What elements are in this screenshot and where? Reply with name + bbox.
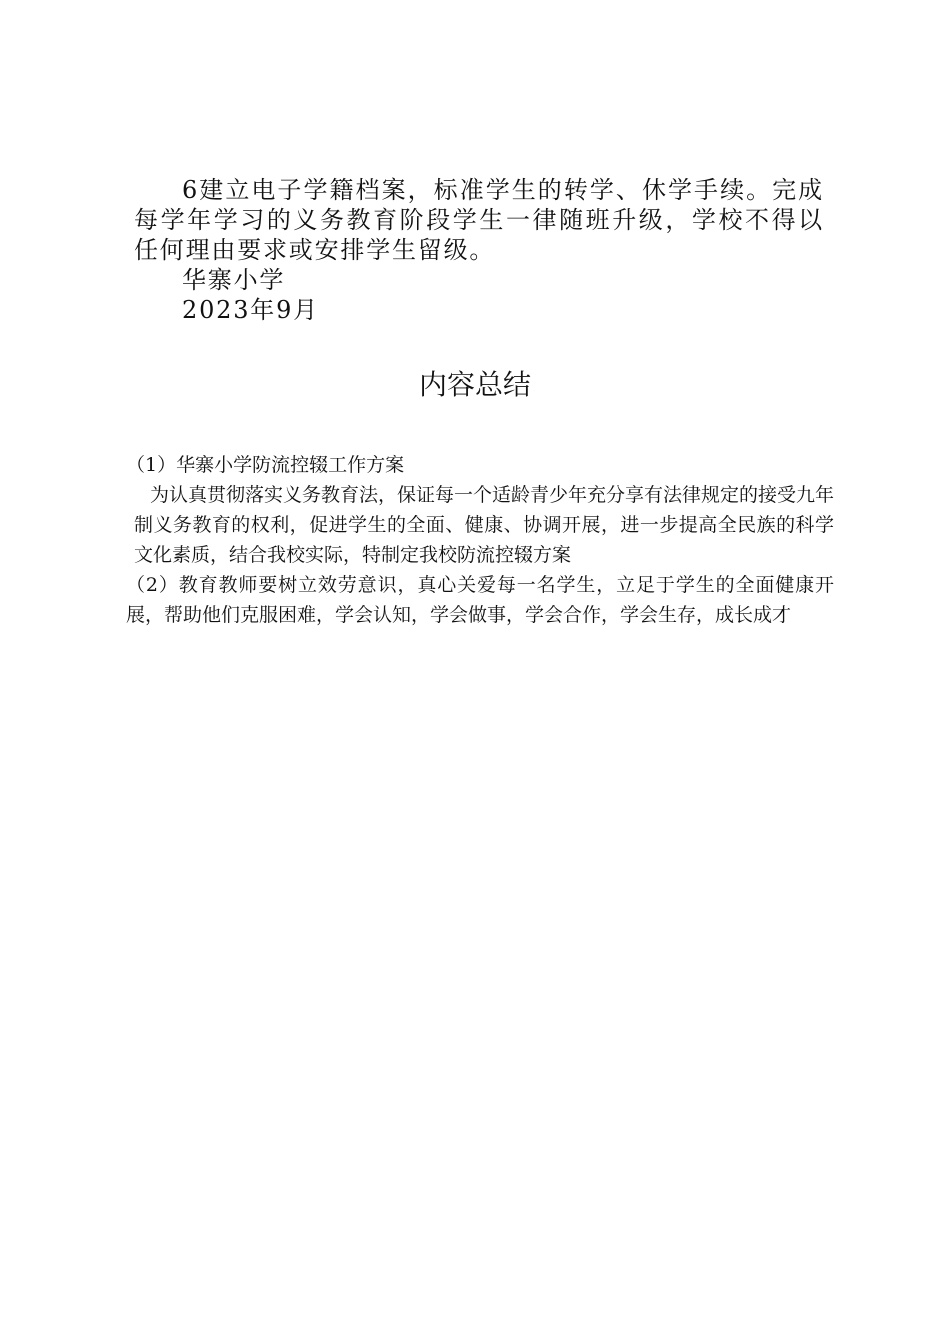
paragraph-six: 6建立电子学籍档案，标准学生的转学、休学手续。完成每学年学习的义务教育阶段学生一律随班升级，学校不得以任何理由要求或安排学生留级。	[134, 176, 824, 264]
signature-school: 华寨小学	[182, 266, 286, 294]
summary-item2: （2）教育教师要树立效劳意识，真心关爱每一名学生，立足于学生的全面健康开展，帮助他们克服困难，学会认知，学会做事，学会合作，学会生存，成长成才	[126, 574, 834, 626]
summary-title: 内容总结	[418, 368, 531, 401]
document-body	[134, 175, 824, 325]
summary-item1-body: 为认真贯彻落实义务教育法，保证每一个适龄青少年充分享有法律规定的接受九年制义务教育的权利，促进学生的全面、健康、协调开展，进一步提高全民族的科学文化素质，结合我校实际，特制定我校防流控辍方案	[134, 484, 835, 566]
summary-section	[126, 450, 835, 630]
summary-item1-heading: （1）华寨小学防流控辍工作方案	[126, 454, 405, 476]
signature-date: 2023年9月	[182, 296, 319, 324]
